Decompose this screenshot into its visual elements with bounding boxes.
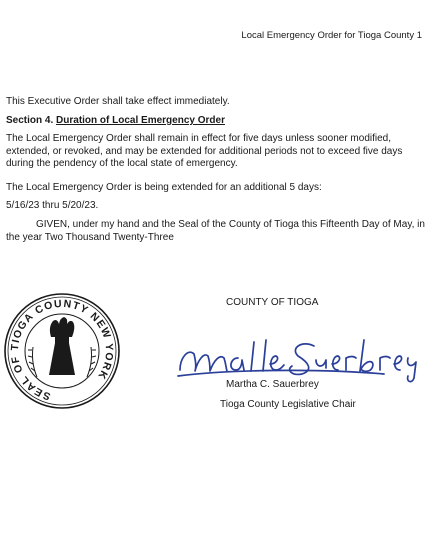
svg-text:SEAL OF TIOGA COUNTY NEW YORK: SEAL OF TIOGA COUNTY NEW YORK xyxy=(8,297,116,403)
signer-name: Martha C. Sauerbrey xyxy=(226,379,319,390)
extension-dates: 5/16/23 thru 5/20/23. xyxy=(6,200,99,211)
page-header: Local Emergency Order for Tioga County 1 xyxy=(241,30,422,41)
effect-statement: This Executive Order shall take effect immediately. xyxy=(6,96,230,107)
duration-paragraph: The Local Emergency Order shall remain in effect for five days unless sooner modified, extended, or revoked, and may be extended for additional periods not to exceed five days during the pendency of the local state of emergency. xyxy=(6,133,403,170)
section-title: Duration of Local Emergency Order xyxy=(56,115,225,126)
wheat-sheaf-icon xyxy=(49,317,75,375)
county-name: COUNTY OF TIOGA xyxy=(226,297,319,308)
given-statement: GIVEN, under my hand and the Seal of the County of Tioga this Fifteenth Day of May, in the year Two Thousand Twenty-Three xyxy=(6,219,425,243)
handwritten-signature xyxy=(174,330,430,386)
county-seal-icon xyxy=(2,291,122,411)
extension-statement: The Local Emergency Order is being extended for an additional 5 days: xyxy=(6,182,322,193)
section-heading xyxy=(6,115,426,128)
signer-title: Tioga County Legislative Chair xyxy=(220,399,356,410)
section-number: Section 4. xyxy=(6,115,54,126)
